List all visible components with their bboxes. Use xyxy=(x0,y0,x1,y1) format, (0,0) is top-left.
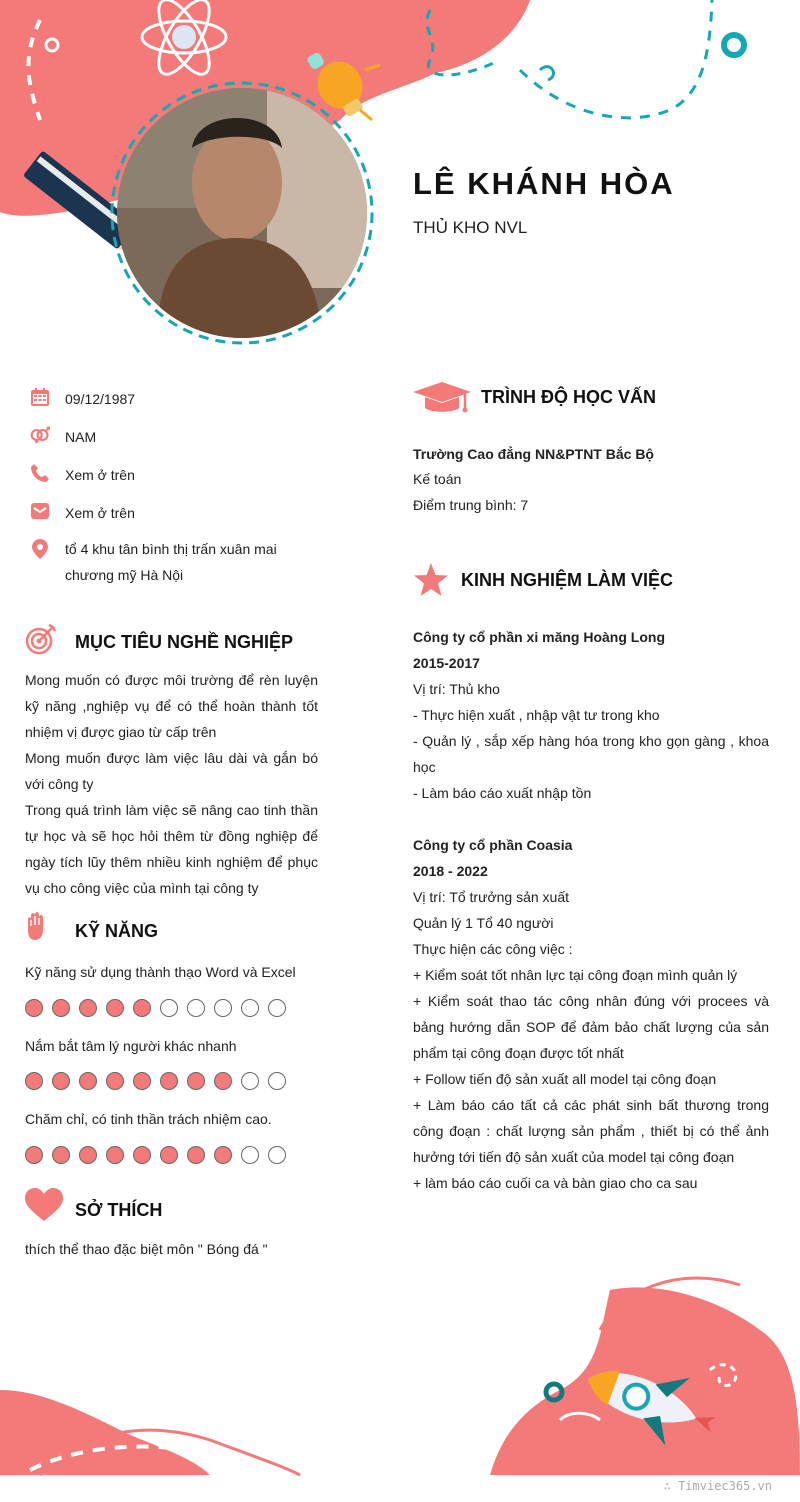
watermark: ∴ Timviec365.vn xyxy=(663,1479,772,1493)
education-school: Trường Cao đẳng NN&PTNT Bắc Bộ xyxy=(413,446,654,462)
job-line: + làm báo cáo cuối ca và bàn giao cho ca sau xyxy=(413,1175,698,1191)
rating-dot-empty xyxy=(268,1072,286,1090)
job-period: 2018 - 2022 xyxy=(413,863,488,879)
job-line: - Làm báo cáo xuất nhập tồn xyxy=(413,785,592,801)
rating-dot-filled xyxy=(133,1146,151,1164)
rating-dot-filled xyxy=(187,1072,205,1090)
rating-dot-filled xyxy=(214,1146,232,1164)
job-line: + Kiểm soát thao tác công nhân đúng với procees và bảng hướng dẫn SOP để đảm bảo chất lượng của sản phẩm tại công đoạn được tốt nhất xyxy=(413,993,769,1061)
hobbies-title: SỞ THÍCH xyxy=(75,1200,163,1220)
header-decoration xyxy=(0,0,800,360)
skill-label: Kỹ năng sử dụng thành thạo Word và Excel xyxy=(25,964,296,980)
job-company: Công ty cổ phần xi măng Hoàng Long xyxy=(413,629,665,645)
rating-dot-empty xyxy=(160,999,178,1017)
rating-dot-filled xyxy=(79,1146,97,1164)
rating-dot-filled xyxy=(79,999,97,1017)
job-line: + Làm báo cáo tất cả các phát sinh bất thương trong công đoạn : chất lượng sản phẩm , thiết bị có thể ảnh hưởng tới tiến độ sản xuất của model tại công đoạn xyxy=(413,1097,769,1165)
objective-title: MỤC TIÊU NGHỀ NGHIỆP xyxy=(75,632,294,652)
education-title: TRÌNH ĐỘ HỌC VẤN xyxy=(481,387,656,407)
gender-icon xyxy=(30,425,50,445)
job-line: - Thực hiện xuất , nhập vật tư trong kho xyxy=(413,707,660,723)
job-line: Vị trí: Tổ trưởng sản xuất xyxy=(413,889,570,905)
email-icon xyxy=(30,501,50,521)
rating-dot-filled xyxy=(106,999,124,1017)
phone-value: Xem ở trên xyxy=(65,467,135,483)
rating-dot-filled xyxy=(214,1072,232,1090)
skill-rating xyxy=(25,1072,286,1090)
rating-dot-filled xyxy=(160,1146,178,1164)
rating-dot-filled xyxy=(187,1146,205,1164)
rating-dot-empty xyxy=(187,999,205,1017)
skill-rating xyxy=(25,1146,286,1164)
profile-photo xyxy=(117,88,367,338)
skill-label: Chăm chỉ, có tinh thần trách nhiệm cao. xyxy=(25,1111,272,1127)
birthday-value: 09/12/1987 xyxy=(65,391,136,407)
rating-dot-empty xyxy=(214,999,232,1017)
job-period: 2015-2017 xyxy=(413,655,480,671)
job-entry xyxy=(413,624,769,806)
footer-decoration xyxy=(0,1270,800,1480)
rating-dot-filled xyxy=(106,1072,124,1090)
job-entry xyxy=(413,832,769,1196)
rating-dot-filled xyxy=(52,1072,70,1090)
calendar-icon xyxy=(30,387,50,407)
heart-icon xyxy=(25,1188,63,1222)
skill-label: Nắm bắt tâm lý người khác nhanh xyxy=(25,1038,237,1054)
job-line: Vị trí: Thủ kho xyxy=(413,681,500,697)
rating-dot-empty xyxy=(241,1146,259,1164)
hobbies-text: thích thể thao đặc biệt môn " Bóng đá " xyxy=(25,1241,268,1257)
target-icon xyxy=(25,623,57,655)
rating-dot-filled xyxy=(25,1146,43,1164)
skills-title: KỸ NĂNG xyxy=(75,921,159,941)
email-value: Xem ở trên xyxy=(65,505,135,521)
address-value: tổ 4 khu tân bình thị trấn xuân mai chương mỹ Hà Nội xyxy=(65,541,277,583)
job-line: - Quản lý , sắp xếp hàng hóa trong kho gọn gàng , khoa học xyxy=(413,733,769,775)
rating-dot-filled xyxy=(106,1146,124,1164)
phone-icon xyxy=(30,463,50,483)
job-title: THỦ KHO NVL xyxy=(413,218,528,237)
rating-dot-filled xyxy=(133,1072,151,1090)
objective-line: Mong muốn được làm việc lâu dài và gắn bó với công ty xyxy=(25,750,318,792)
education-gpa: Điểm trung bình: 7 xyxy=(413,497,529,513)
graduation-cap-icon xyxy=(413,380,471,416)
job-company: Công ty cổ phần Coasia xyxy=(413,837,573,853)
candidate-name: LÊ KHÁNH HÒA xyxy=(413,166,675,201)
rating-dot-filled xyxy=(25,1072,43,1090)
location-pin-icon xyxy=(30,539,50,559)
gender-value: NAM xyxy=(65,429,97,445)
rating-dot-empty xyxy=(241,999,259,1017)
objective-text xyxy=(25,667,318,901)
job-line: + Kiểm soát tốt nhân lực tại công đoạn mình quản lý xyxy=(413,967,738,983)
skill-rating xyxy=(25,999,286,1017)
rating-dot-empty xyxy=(241,1072,259,1090)
rating-dot-filled xyxy=(25,999,43,1017)
job-line: + Follow tiến độ sản xuất all model tại công đoạn xyxy=(413,1071,717,1087)
rating-dot-filled xyxy=(52,1146,70,1164)
job-line: Thực hiện các công việc : xyxy=(413,941,573,957)
hand-fist-icon xyxy=(25,910,47,942)
star-icon xyxy=(413,563,449,597)
experience-title: KINH NGHIỆM LÀM VIỆC xyxy=(461,570,674,590)
rating-dot-filled xyxy=(160,1072,178,1090)
rating-dot-empty xyxy=(268,999,286,1017)
education-major: Kế toán xyxy=(413,471,462,487)
objective-line: Mong muốn có được môi trường để rèn luyện kỹ năng ,nghiệp vụ để có thể hoàn thành tốt nhiệm vị được giao từ cấp trên xyxy=(25,672,318,740)
rating-dot-filled xyxy=(133,999,151,1017)
rating-dot-filled xyxy=(52,999,70,1017)
rating-dot-empty xyxy=(268,1146,286,1164)
job-line: Quản lý 1 Tổ 40 người xyxy=(413,915,554,931)
rating-dot-filled xyxy=(79,1072,97,1090)
objective-line: Trong quá trình làm việc sẽ nâng cao tinh thần tự học và sẽ học hỏi thêm từ đồng nghiệp để ngày tích lũy thêm nhiều kinh nghiệm để phục vụ cho công việc của mình tại công ty xyxy=(25,802,318,896)
